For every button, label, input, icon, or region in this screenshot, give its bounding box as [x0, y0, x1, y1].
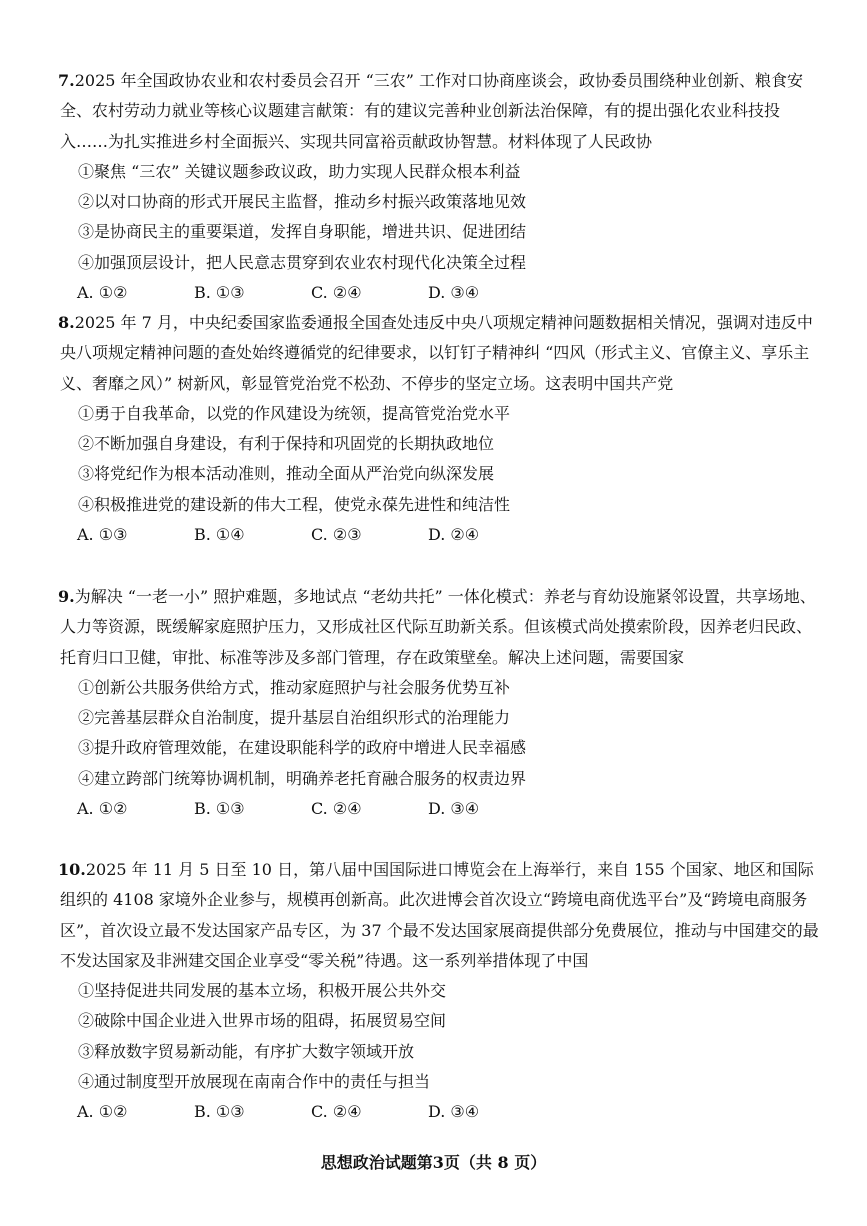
question-9 — [60, 582, 820, 824]
choice-a: A. ①② — [77, 798, 128, 818]
question-10 — [60, 855, 820, 1127]
answer-choices — [60, 278, 820, 308]
question-stem — [60, 66, 820, 157]
choice-c: C. ②④ — [311, 282, 362, 302]
question-stem — [60, 855, 820, 976]
choice-d: D. ②④ — [428, 524, 480, 544]
question-text: 2025 年全国政协农业和农村委员会召开 “三农” 工作对口协商座谈会，政协委员围绕种业创新、粮食安全、农村劳动力就业等核心议题建言献策：有的建议完善种业创新法治保障，有的提出强化农业科技投入……为扎实推进乡村全面振兴、实现共同富裕贡献政协智慧。材料体现了人民政协 — [60, 71, 804, 151]
statement-2: ②不断加强自身建设，有利于保持和巩固党的长期执政地位 — [78, 434, 495, 454]
statement-3: ③是协商民主的重要渠道，发挥自身职能，增进共识、促进团结 — [78, 222, 527, 242]
choice-b: B. ①③ — [194, 1102, 245, 1121]
page-footer: 思想政治试题第3页（共 8 页） — [320, 1153, 547, 1172]
answer-choices — [60, 1097, 820, 1127]
choice-a: A. ①② — [77, 282, 128, 302]
statement-3: ③提升政府管理效能，在建设职能科学的政府中增进人民幸福感 — [78, 738, 527, 758]
choice-d: D. ③④ — [428, 1102, 480, 1121]
statement-4: ④加强顶层设计，把人民意志贯穿到农业农村现代化决策全过程 — [78, 252, 527, 272]
statement-3: ③释放数字贸易新动能，有序扩大数字领域开放 — [78, 1041, 415, 1061]
choice-b: B. ①④ — [194, 524, 245, 544]
question-text: 2025 年 7 月，中央纪委国家监委通报全国查处违反中央八项规定精神问题数据相关情况，强调对违反中央八项规定精神问题的查处始终遵循党的纪律要求，以钉钉子精神纠 “四风（形式主义、官僚主义、享乐主义、奢靡之风）” 树新风，彰显管党治党不松劲、不停步的坚定立场。这表明中国共产党 — [60, 313, 813, 393]
question-number: 7. — [58, 71, 75, 90]
statement-1: ①坚持促进共同发展的基本立场，积极开展公共外交 — [78, 981, 447, 1001]
statement-4: ④通过制度型开放展现在南南合作中的责任与担当 — [78, 1071, 431, 1091]
question-stem — [60, 582, 820, 673]
statement-3: ③将党纪作为根本活动准则，推动全面从严治党向纵深发展 — [78, 464, 495, 484]
question-7 — [60, 66, 820, 308]
statement-4: ④积极推进党的建设新的伟大工程，使党永葆先进性和纯洁性 — [78, 494, 511, 514]
statement-2: ②以对口协商的形式开展民主监督，推动乡村振兴政策落地见效 — [78, 192, 527, 212]
statement-1: ①聚焦 “三农” 关键议题参政议政，助力实现人民群众根本利益 — [78, 161, 521, 181]
choice-c: C. ②④ — [311, 1102, 362, 1121]
statement-4: ④建立跨部门统筹协调机制，明确养老托育融合服务的权责边界 — [78, 768, 527, 788]
statement-2: ②完善基层群众自治制度，提升基层自治组织形式的治理能力 — [78, 708, 511, 728]
statement-1: ①勇于自我革命，以党的作风建设为统领，提高管党治党水平 — [78, 403, 511, 423]
question-text: 2025 年 11 月 5 日至 10 日，第八届中国国际进口博览会在上海举行，来自 155 个国家、地区和国际组织的 4108 家境外企业参与，规模再创新高。此次进博会首次设立“跨境电商优选平台”及“跨境电商服务区”，首次设立最不发达国家产品专区，为 37 个最不发达国家展商提供部分免费展位，推动与中国建交的最不发达国家及非洲建交国企业享受“零关税”待遇。这一系列举措体现了中国 — [60, 860, 819, 970]
question-number: 10. — [58, 860, 86, 879]
choice-c: C. ②③ — [311, 524, 362, 544]
question-number: 9. — [58, 587, 75, 606]
choice-a: A. ①② — [77, 1102, 128, 1121]
choice-b: B. ①③ — [194, 798, 245, 818]
statement-2: ②破除中国企业进入世界市场的阻碍，拓展贸易空间 — [78, 1011, 447, 1031]
question-number: 8. — [58, 313, 75, 332]
statement-1: ①创新公共服务供给方式，推动家庭照护与社会服务优势互补 — [78, 677, 511, 697]
choice-a: A. ①③ — [77, 524, 128, 544]
choice-c: C. ②④ — [311, 798, 362, 818]
question-8 — [60, 308, 820, 550]
answer-choices — [60, 520, 820, 550]
choice-d: D. ③④ — [428, 798, 480, 818]
question-stem — [60, 308, 820, 399]
choice-b: B. ①③ — [194, 282, 245, 302]
answer-choices — [60, 794, 820, 824]
question-text: 为解决 “一老一小” 照护难题，多地试点 “老幼共托” 一体化模式：养老与育幼设施紧邻设置，共享场地、人力等资源，既缓解家庭照护压力，又形成社区代际互助新关系。但该模式尚处摸索阶段，因养老归民政、托育归口卫健，审批、标准等涉及多部门管理，存在政策壁垒。解决上述问题，需要国家 — [60, 587, 816, 667]
choice-d: D. ③④ — [428, 282, 480, 302]
